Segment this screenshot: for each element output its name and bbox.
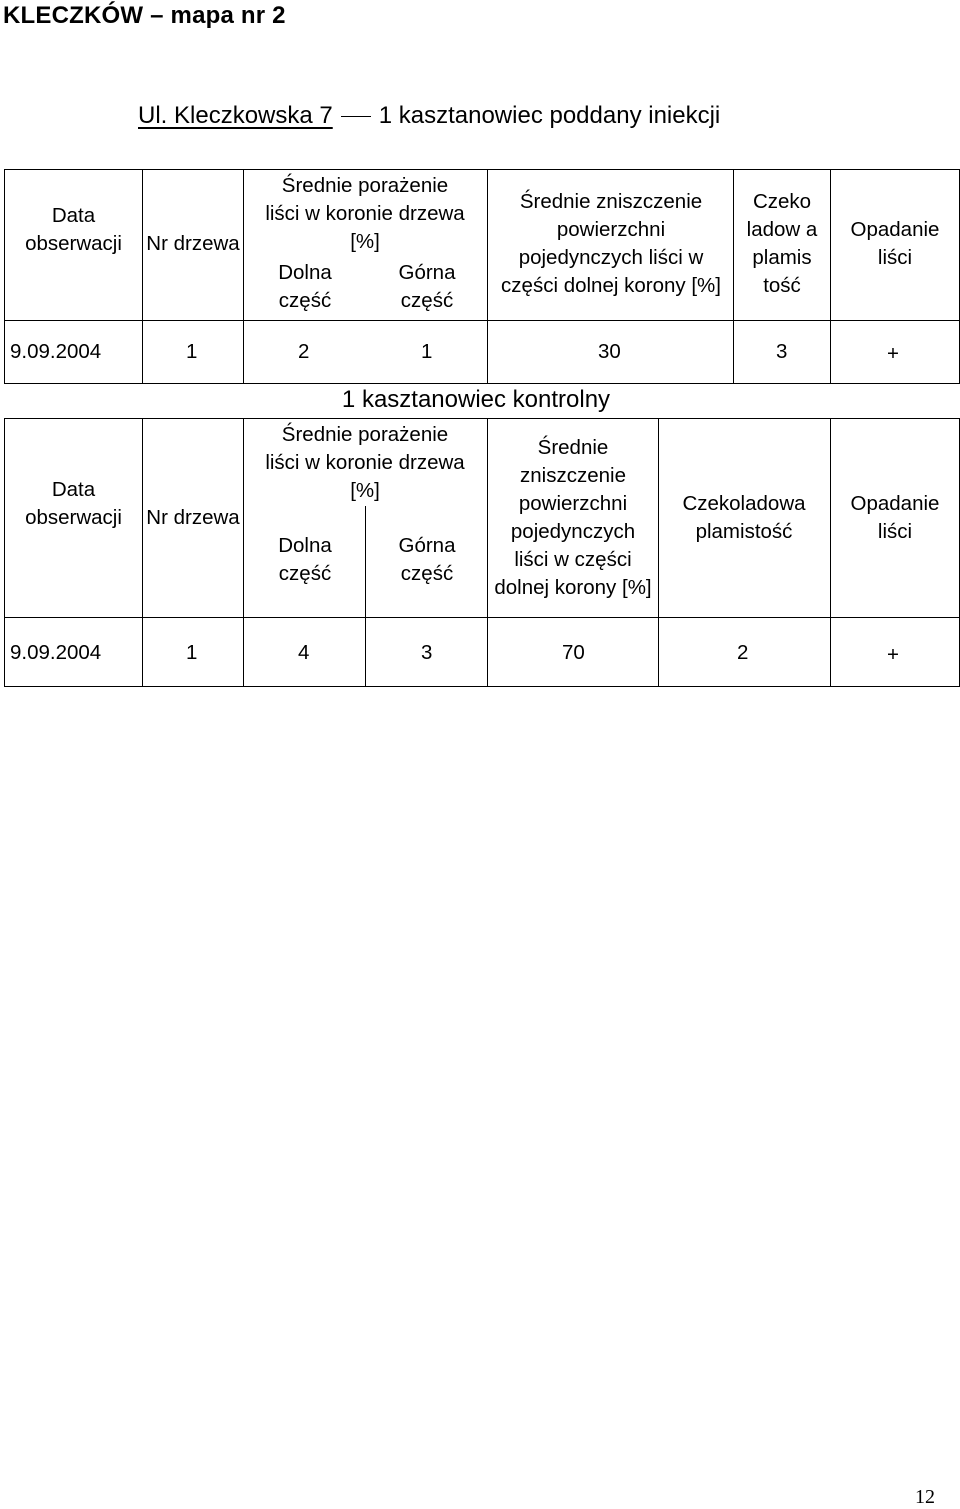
row-upper-part: 3: [421, 641, 433, 664]
page-title: KLECZKÓW – mapa nr 2: [3, 2, 286, 29]
header-lower-part: Dolna część: [278, 261, 332, 312]
header-chocolate-spot: Czekoladowa plamistość: [682, 492, 806, 543]
header-leaf-fall: Opadanie liści: [850, 492, 940, 543]
row-tree-number: 1: [186, 340, 198, 363]
row-date: 9.09.2004: [10, 641, 102, 664]
row-leaf-fall: +: [887, 342, 899, 365]
subtitle: [138, 102, 720, 130]
header-leaf-fall: Opadanie liści: [850, 218, 940, 269]
header-leaf-destruction: Średnie zniszczenie powierzchni pojedynczych liści w części dolnej korony [%]: [494, 436, 652, 599]
street-address: Ul. Kleczkowska 7: [138, 102, 333, 129]
header-tree-number: Nr drzewa: [146, 506, 240, 529]
page-number: 12: [915, 1486, 935, 1508]
header-leaf-destruction: Średnie zniszczenie powierzchni pojedynczych liści w części dolnej korony [%]: [501, 190, 721, 297]
header-upper-part: Górna część: [398, 534, 456, 585]
control-tree-caption: 1 kasztanowiec kontrolny: [341, 386, 611, 413]
row-leaf-fall: +: [887, 643, 899, 666]
row-chocolate-spot: 2: [737, 641, 749, 664]
header-leaf-damage: Średnie porażenie liści w koronie drzewa [%]: [265, 174, 465, 253]
row-tree-number: 1: [186, 641, 198, 664]
dash-separator: [341, 116, 371, 117]
row-lower-part: 4: [298, 641, 310, 664]
row-upper-part: 1: [421, 340, 433, 363]
row-chocolate-spot: 3: [776, 340, 788, 363]
row-leaf-destruction: 70: [562, 641, 585, 664]
row-lower-part: 2: [298, 340, 310, 363]
header-lower-part: Dolna część: [278, 534, 332, 585]
header-date: Data obserwacji: [25, 204, 122, 255]
header-date: Data obserwacji: [25, 478, 122, 529]
subtitle-description: 1 kasztanowiec poddany iniekcji: [378, 102, 721, 129]
header-tree-number: Nr drzewa: [146, 232, 240, 255]
row-leaf-destruction: 30: [598, 340, 621, 363]
header-leaf-damage: Średnie porażenie liści w koronie drzewa [%]: [265, 423, 465, 502]
row-date: 9.09.2004: [10, 340, 102, 363]
header-chocolate-spot: Czeko ladow a plamis tość: [746, 190, 818, 297]
header-upper-part: Górna część: [398, 261, 456, 312]
